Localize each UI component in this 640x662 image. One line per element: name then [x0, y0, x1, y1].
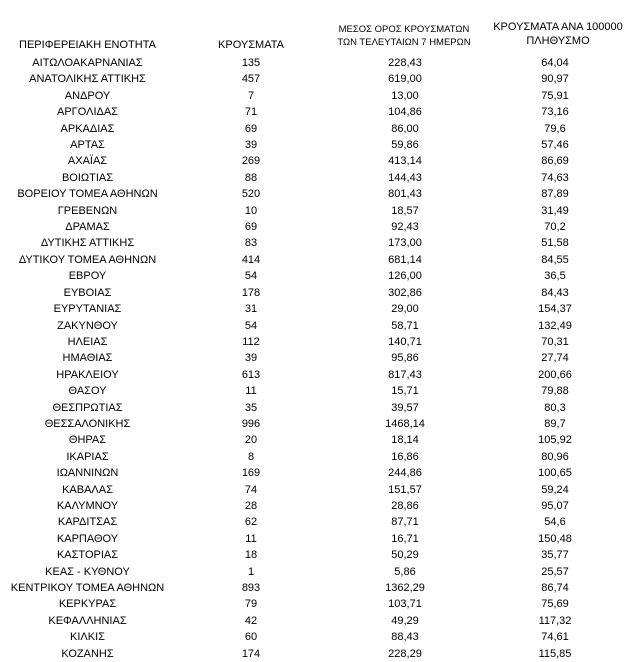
region-cell: ΚΕΝΤΡΙΚΟΥ ΤΟΜΕΑ ΑΘΗΝΩΝ: [10, 582, 165, 594]
per100k-cell: 75,91: [541, 89, 569, 102]
table-row: [0, 613, 640, 629]
region-cell: ΓΡΕΒΕΝΩΝ: [57, 204, 118, 217]
avg7-cell: 49,29: [391, 614, 419, 627]
cases-cell: 39: [244, 352, 258, 365]
cases-cell: 996: [241, 417, 261, 430]
avg7-cell: 681,14: [388, 253, 422, 266]
region-cell: ΚΙΛΚΙΣ: [70, 631, 105, 644]
cases-cell: 10: [244, 204, 258, 217]
region-cell: ΘΕΣΠΡΩΤΙΑΣ: [52, 401, 123, 414]
per100k-cell: 79,6: [544, 122, 566, 135]
cases-cell: 18: [244, 549, 258, 562]
cases-cell: 169: [241, 467, 261, 480]
avg7-cell: 86,00: [391, 122, 419, 135]
per100k-cell: 200,66: [538, 368, 572, 381]
region-cell: ΒΟΙΩΤΙΑΣ: [61, 171, 114, 184]
cases-cell: 54: [244, 270, 258, 283]
avg7-cell: 619,00: [388, 73, 422, 86]
table-row: [0, 252, 640, 268]
avg7-cell: 16,71: [391, 532, 419, 545]
avg7-cell: 29,00: [391, 303, 419, 316]
table-row: [0, 186, 640, 202]
region-cell: ΚΑΡΔΙΤΣΑΣ: [57, 516, 118, 529]
avg7-cell: 151,57: [388, 483, 422, 496]
table-row: [0, 71, 640, 87]
cases-cell: 28: [244, 499, 258, 512]
region-cell: ΚΑΣΤΟΡΙΑΣ: [56, 549, 119, 562]
avg7-cell: 18,57: [391, 204, 419, 217]
region-cell: ΗΜΑΘΙΑΣ: [62, 352, 113, 365]
region-cell: ΑΝΑΤΟΛΙΚΗΣ ΑΤΤΙΚΗΣ: [29, 73, 146, 86]
region-cell: ΒΟΡΕΙΟΥ ΤΟΜΕΑ ΑΘΗΝΩΝ: [17, 188, 158, 201]
table-row: [0, 318, 640, 334]
table-row: [0, 88, 640, 104]
cases-cell: 269: [241, 155, 261, 168]
per100k-cell: 80,96: [541, 450, 569, 463]
region-cell: ΖΑΚΥΝΘΟΥ: [57, 319, 118, 332]
per100k-cell: 95,07: [541, 499, 569, 512]
cases-cell: 71: [244, 106, 258, 119]
avg7-cell: 92,43: [391, 221, 419, 234]
table-row: [0, 449, 640, 465]
avg7-cell: 103,71: [388, 598, 422, 611]
per100k-cell: 89,7: [544, 417, 566, 430]
cases-cell: 62: [244, 516, 258, 529]
per100k-cell: 80,3: [544, 401, 566, 414]
region-cell: ΗΛΕΙΑΣ: [67, 335, 108, 348]
per100k-cell: 75,69: [541, 598, 569, 611]
per100k-cell: 100,65: [538, 467, 572, 480]
avg7-cell: 59,86: [391, 139, 419, 152]
region-cell: ΘΑΣΟΥ: [68, 385, 107, 398]
region-cell: ΕΥΒΟΙΑΣ: [63, 286, 112, 299]
region-cell: ΗΡΑΚΛΕΙΟΥ: [56, 368, 119, 381]
table-row: [0, 498, 640, 514]
avg7-cell: 140,71: [388, 335, 422, 348]
per100k-cell: 115,85: [538, 647, 572, 660]
table-row: [0, 334, 640, 350]
table-row: [0, 514, 640, 530]
avg7-cell: 15,71: [391, 385, 419, 398]
region-cell: ΘΕΣΣΑΛΟΝΙΚΗΣ: [44, 417, 131, 430]
cases-cell: 60: [244, 631, 258, 644]
table-row: [0, 219, 640, 235]
header-region: ΠΕΡΙΦΕΡΕΙΑΚΗ ΕΝΟΤΗΤΑ: [19, 39, 156, 51]
table-row: [0, 203, 640, 219]
region-cell: ΔΥΤΙΚΟΥ ΤΟΜΕΑ ΑΘΗΝΩΝ: [18, 253, 157, 266]
cases-cell: 174: [241, 647, 261, 660]
cases-cell: 11: [245, 385, 257, 398]
cases-cell: 112: [242, 335, 260, 348]
region-cell: ΚΑΛΥΜΝΟΥ: [56, 499, 119, 512]
avg7-cell: 817,43: [388, 368, 422, 381]
region-cell: ΑΧΑΪΑΣ: [67, 155, 108, 168]
avg7-cell: 58,71: [391, 319, 419, 332]
avg7-cell: 801,43: [388, 188, 422, 201]
per100k-cell: 117,32: [538, 614, 572, 627]
per100k-cell: 84,55: [541, 253, 569, 266]
table-row: [0, 301, 640, 317]
avg7-cell: 13,00: [391, 89, 419, 102]
avg7-cell: 126,00: [388, 270, 422, 283]
table-row: [0, 55, 640, 71]
avg7-cell: 144,43: [388, 171, 422, 184]
avg7-cell: 1362,29: [385, 582, 425, 594]
header-cases: ΚΡΟΥΣΜΑΤΑ: [218, 39, 284, 51]
table-row: [0, 137, 640, 153]
table-row: [0, 596, 640, 612]
header-per100k: [478, 20, 638, 48]
region-cell: ΚΕΦΑΛΛΗΝΙΑΣ: [48, 614, 127, 627]
header-avg7-line2: ΤΩΝ ΤΕΛΕΥΤΑΙΩΝ 7 ΗΜΕΡΩΝ: [337, 37, 471, 48]
cases-cell: 31: [244, 303, 258, 316]
per100k-cell: 86,74: [541, 582, 569, 594]
region-cell: ΔΥΤΙΚΗΣ ΑΤΤΙΚΗΣ: [40, 237, 135, 250]
header-avg7: [330, 23, 478, 49]
region-cell: ΑΡΚΑΔΙΑΣ: [60, 122, 115, 135]
avg7-cell: 50,29: [391, 549, 419, 562]
per100k-cell: 36,5: [544, 270, 566, 283]
cases-cell: 893: [241, 582, 261, 594]
cases-cell: 35: [244, 401, 258, 414]
region-cell: ΔΡΑΜΑΣ: [65, 221, 110, 234]
table-row: [0, 235, 640, 251]
cases-cell: 520: [241, 188, 261, 201]
table-row: [0, 580, 640, 596]
per100k-cell: 35,77: [541, 549, 569, 562]
table-row: [0, 400, 640, 416]
cases-cell: 54: [244, 319, 258, 332]
avg7-cell: 88,43: [391, 631, 419, 644]
table-header: [0, 0, 640, 56]
header-per100k-line1: ΚΡΟΥΣΜΑΤΑ ΑΝΑ 100000: [493, 21, 623, 33]
avg7-cell: 5,86: [394, 565, 416, 578]
per100k-cell: 27,74: [541, 352, 569, 365]
cases-cell: 79: [244, 598, 258, 611]
per100k-cell: 57,46: [541, 139, 569, 152]
per100k-cell: 59,24: [541, 483, 569, 496]
region-cell: ΚΟΖΑΝΗΣ: [61, 647, 114, 660]
region-cell: ΚΕΑΣ - ΚΥΘΝΟΥ: [45, 565, 130, 578]
cases-cell: 83: [244, 237, 258, 250]
avg7-cell: 173,00: [388, 237, 422, 250]
region-cell: ΑΝΔΡΟΥ: [64, 89, 111, 102]
table-body: [0, 55, 640, 662]
region-cell: ΚΕΡΚΥΡΑΣ: [58, 598, 117, 611]
cases-cell: 88: [244, 171, 258, 184]
per100k-cell: 54,6: [544, 516, 566, 529]
region-cell: ΙΩΑΝΝΙΝΩΝ: [56, 467, 119, 480]
header-per100k-line2: ΠΛΗΘΥΣΜΟ: [526, 35, 590, 47]
region-cell: ΕΒΡΟΥ: [68, 270, 107, 283]
table-row: [0, 170, 640, 186]
per100k-cell: 79,88: [541, 385, 569, 398]
cases-cell: 414: [241, 253, 261, 266]
per100k-cell: 87,89: [541, 188, 569, 201]
cases-cell: 20: [244, 434, 258, 447]
table-row: [0, 646, 640, 662]
region-cell: ΚΑΡΠΑΘΟΥ: [56, 532, 119, 545]
cases-cell: 42: [244, 614, 258, 627]
region-cell: ΘΗΡΑΣ: [68, 434, 107, 447]
cases-cell: 613: [241, 368, 261, 381]
avg7-cell: 18,14: [391, 434, 419, 447]
per100k-cell: 84,43: [541, 286, 569, 299]
per100k-cell: 74,61: [541, 631, 569, 644]
table-row: [0, 416, 640, 432]
region-cell: ΕΥΡΥΤΑΝΙΑΣ: [53, 303, 122, 316]
cases-cell: 178: [241, 286, 261, 299]
region-cell: ΑΙΤΩΛΟΑΚΑΡΝΑΝΙΑΣ: [32, 57, 143, 69]
per100k-cell: 74,63: [541, 171, 569, 184]
table-row: [0, 367, 640, 383]
per100k-cell: 25,57: [541, 565, 569, 578]
table-row: [0, 104, 640, 120]
avg7-cell: 302,86: [388, 286, 422, 299]
table-row: [0, 285, 640, 301]
avg7-cell: 228,43: [388, 57, 422, 69]
avg7-cell: 28,86: [391, 499, 419, 512]
avg7-cell: 228,29: [388, 647, 422, 660]
cases-cell: 7: [247, 89, 255, 102]
avg7-cell: 87,71: [391, 516, 419, 529]
region-cell: ΚΑΒΑΛΑΣ: [62, 483, 113, 496]
per100k-cell: 70,2: [544, 221, 566, 234]
cases-cell: 8: [247, 450, 255, 463]
cases-cell: 457: [241, 73, 261, 86]
region-cell: ΙΚΑΡΙΑΣ: [66, 450, 109, 463]
region-cell: ΑΡΤΑΣ: [70, 139, 105, 152]
header-avg7-line1: ΜΕΣΟΣ ΟΡΟΣ ΚΡΟΥΣΜΑΤΩΝ: [338, 24, 470, 35]
table-row: [0, 383, 640, 399]
per100k-cell: 70,31: [541, 335, 569, 348]
cases-cell: 135: [241, 57, 261, 69]
table-row: [0, 350, 640, 366]
table-row: [0, 121, 640, 137]
region-cell: ΑΡΓΟΛΙΔΑΣ: [57, 106, 118, 119]
per100k-cell: 73,16: [541, 106, 569, 119]
per100k-cell: 86,69: [541, 155, 569, 168]
cases-cell: 1: [247, 565, 255, 578]
per100k-cell: 105,92: [538, 434, 572, 447]
table-row: [0, 153, 640, 169]
avg7-cell: 244,86: [388, 467, 422, 480]
per100k-cell: 31,49: [541, 204, 569, 217]
per100k-cell: 150,48: [538, 532, 572, 545]
per100k-cell: 154,37: [538, 303, 572, 316]
per100k-cell: 90,97: [541, 73, 569, 86]
avg7-cell: 413,14: [388, 155, 422, 168]
cases-cell: 39: [244, 139, 258, 152]
avg7-cell: 95,86: [391, 352, 419, 365]
table-row: [0, 531, 640, 547]
avg7-cell: 16,86: [391, 450, 419, 463]
cases-cell: 69: [244, 122, 258, 135]
avg7-cell: 39,57: [391, 401, 419, 414]
table-row: [0, 432, 640, 448]
table-row: [0, 564, 640, 580]
avg7-cell: 104,86: [388, 106, 422, 119]
avg7-cell: 1468,14: [385, 417, 425, 430]
table-row: [0, 268, 640, 284]
table-row: [0, 629, 640, 645]
per100k-cell: 132,49: [538, 319, 572, 332]
table-row: [0, 547, 640, 563]
table-row: [0, 465, 640, 481]
table-row: [0, 482, 640, 498]
cases-cell: 11: [245, 532, 257, 545]
per100k-cell: 64,04: [541, 57, 569, 69]
cases-cell: 69: [244, 221, 258, 234]
per100k-cell: 51,58: [541, 237, 569, 250]
cases-cell: 74: [244, 483, 258, 496]
